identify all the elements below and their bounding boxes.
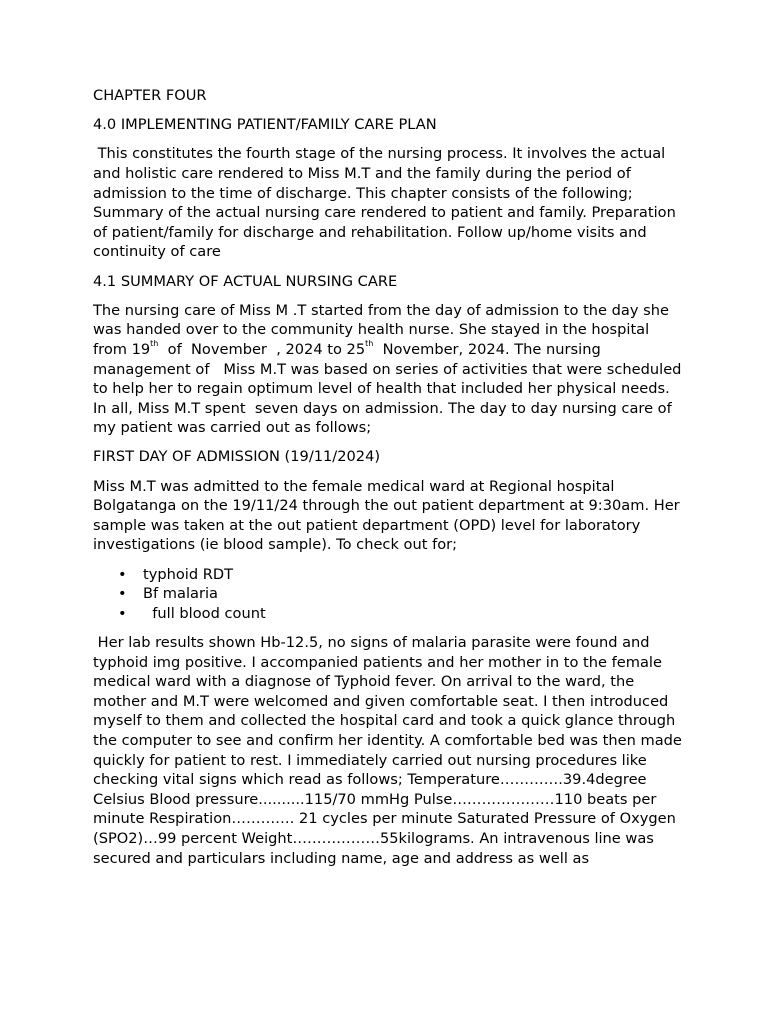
test-item-text: full blood count <box>143 604 266 622</box>
list-item <box>93 604 683 624</box>
admission-paragraph: Miss M.T was admitted to the female medical ward at Regional hospital Bolgatanga on the 19/11/24 through the out patient department at 9:30am. Her sample was taken at the out patient department (OPD) level for laboratory investigations (ie blood sample). To check out for; <box>93 477 680 554</box>
document-page <box>93 86 687 878</box>
subsection-title: 4.1 SUMMARY OF ACTUAL NURSING CARE <box>93 272 398 290</box>
test-item-text: typhoid RDT <box>143 565 234 583</box>
bullet-icon: • <box>118 585 127 603</box>
test-item-text: Bf malaria <box>143 585 218 603</box>
intro-paragraph: This constitutes the fourth stage of the nursing process. It involves the actual and holistic care rendered to Miss M.T and the family during the period of admission to the time of discharge. This chapter consists of the following; Summary of the actual nursing care rendered to patient and family. Preparation of patient/family for discharge and rehabilitation. Follow up/home visits and continuity of care <box>93 145 681 261</box>
list-item <box>93 565 683 585</box>
day-heading: FIRST DAY OF ADMISSION (19/11/2024) <box>93 448 381 466</box>
summary-text-part2: of November , 2024 to 25 <box>158 340 366 358</box>
bullet-icon: • <box>118 604 127 622</box>
summary-paragraph <box>93 301 687 438</box>
summary-superscript-2: th <box>365 339 374 349</box>
test-list <box>93 565 683 624</box>
summary-superscript-1: th <box>150 339 159 349</box>
results-paragraph: Her lab results shown Hb-12.5, no signs of malaria parasite were found and typhoid img positive. I accompanied patients and her mother in to the female medical ward with a diagnose of Typhoid fever. On arrival to the ward, the mother and M.T were welcomed and given comfortable seat. I then introduced myself to them and collected the hospital card and took a quick glance through the computer to see and confirm her identity. A comfortable bed was then made quickly for patient to rest. I immediately carried out nursing procedures like checking vital signs which read as follows; Temperature………….39.4degree Celsius Blood pressure..........115/70 mmHg Pulse…………………110 beats per minute Respiration…………. 21 cycles per minute Saturated Pressure of Oxygen (SPO2)…99 percent Weight………………55kilograms. An intravenous line was secured and particulars including name, age and address as well as <box>93 634 687 867</box>
summary-text-part1: The nursing care of Miss M .T started from the day of admission to the day she was handed over to the community health nurse. She stayed in the hospital from 19 <box>93 301 674 358</box>
bullet-icon: • <box>118 565 127 583</box>
section-title: 4.0 IMPLEMENTING PATIENT/FAMILY CARE PLAN <box>93 116 437 134</box>
list-item <box>93 584 683 604</box>
summary-text-part3: November, 2024. The nursing management of Miss M.T was based on series of activities that were scheduled to help her to regain optimum level of health that included her physical needs. In all, Miss M.T spent seven days on admission. The day to day nursing care of my patient was carried out as follows; <box>93 340 687 437</box>
chapter-title: CHAPTER FOUR <box>93 87 207 104</box>
